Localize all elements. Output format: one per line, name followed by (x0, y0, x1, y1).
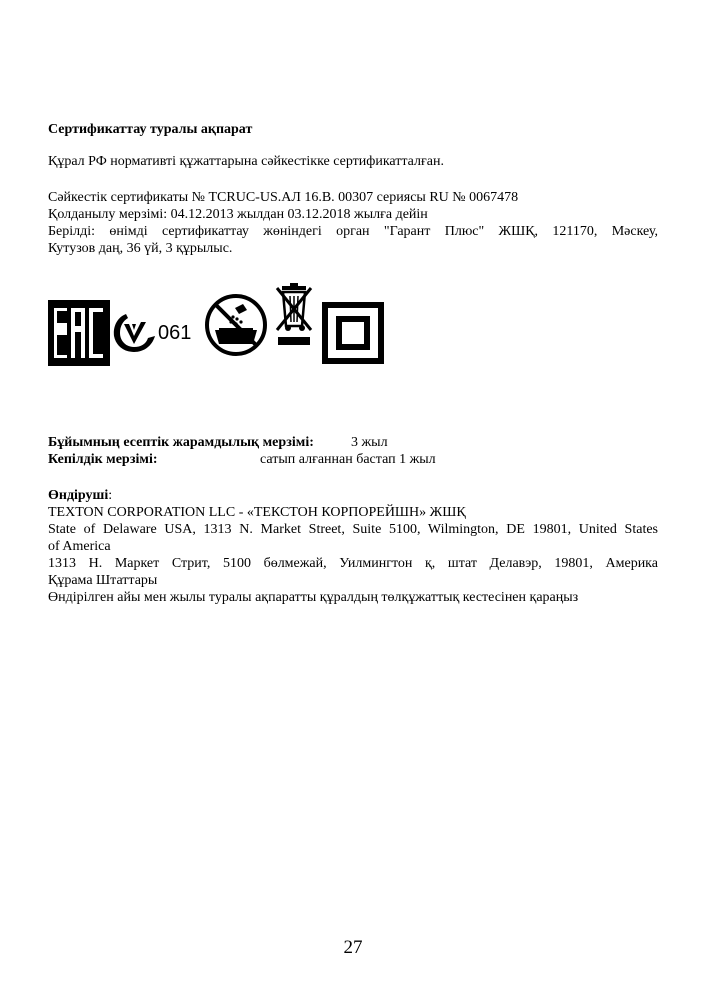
manufacture-date-note: Өндірілген айы мен жылы туралы ақпаратты құралдың төлқұжаттық кестесінен қараңыз (48, 590, 579, 605)
warranty-label: Кепілдік мерзімі: (48, 452, 158, 467)
certification-heading: Сертификаттау туралы ақпарат (48, 122, 253, 137)
lifetime-section (48, 434, 658, 468)
certification-marks (48, 282, 388, 368)
manufacturer-heading (48, 487, 658, 504)
manufacturer-address-kk-line2: Құрама Штаттары (48, 573, 158, 588)
service-life-value: 3 жыл (351, 435, 388, 450)
no-water-bath-icon (203, 292, 269, 358)
manufacturer-label: Өндіруші (48, 488, 109, 503)
page-number: 27 (343, 937, 363, 958)
warranty-row (48, 451, 658, 468)
manufacturer-name: TEXTON CORPORATION LLC - «ТЕКСТОН КОРПОРЕЙШН» ЖШҚ (48, 505, 466, 520)
manufacturer-colon: : (108, 488, 113, 503)
ukrsepro-code: 061 (158, 322, 192, 344)
crossed-bin-icon (274, 282, 314, 350)
service-life-row (48, 434, 658, 451)
warranty-value: сатып алғаннан бастап 1 жыл (260, 452, 436, 467)
service-life-label: Бұйымның есептік жарамдылық мерзімі: (48, 435, 314, 450)
eac-mark-icon (48, 300, 110, 366)
manufacturer-address-kk-line1: 1313 Н. Маркет Стрит, 5100 бөлмежай, Уилмингтон қ, штат Делавэр, 19801, Америка (48, 556, 658, 571)
certification-statement: Құрал РФ нормативті құжаттарына сәйкестікке сертификатталған. (48, 154, 444, 169)
manufacturer-address-en-line2: of America (48, 539, 111, 554)
certificate-number: Сәйкестік сертификаты № TCRUC-US.АЛ 16.В. 00307 сериясы RU № 0067478 (48, 190, 519, 205)
manufacturer-section (48, 487, 658, 606)
ukrsepro-mark-icon (112, 310, 158, 354)
certificate-issuer-line2: Кутузов даң, 36 үй, 3 құрылыс. (48, 241, 233, 256)
certificate-issuer-line1: Берілді: өнімді сертификаттау жөніндегі орган "Гарант Плюс" ЖШҚ, 121170, Мәскеу, (48, 224, 658, 239)
manufacturer-address-en-line1: State of Delaware USA, 1313 N. Market Street, Suite 5100, Wilmington, DE 19801, United States (48, 522, 658, 537)
double-insulation-icon (322, 302, 384, 364)
document-page (48, 0, 658, 1000)
certificate-details (48, 189, 658, 257)
certificate-validity: Қолданылу мерзімі: 04.12.2013 жылдан 03.12.2018 жылға дейін (48, 207, 428, 222)
